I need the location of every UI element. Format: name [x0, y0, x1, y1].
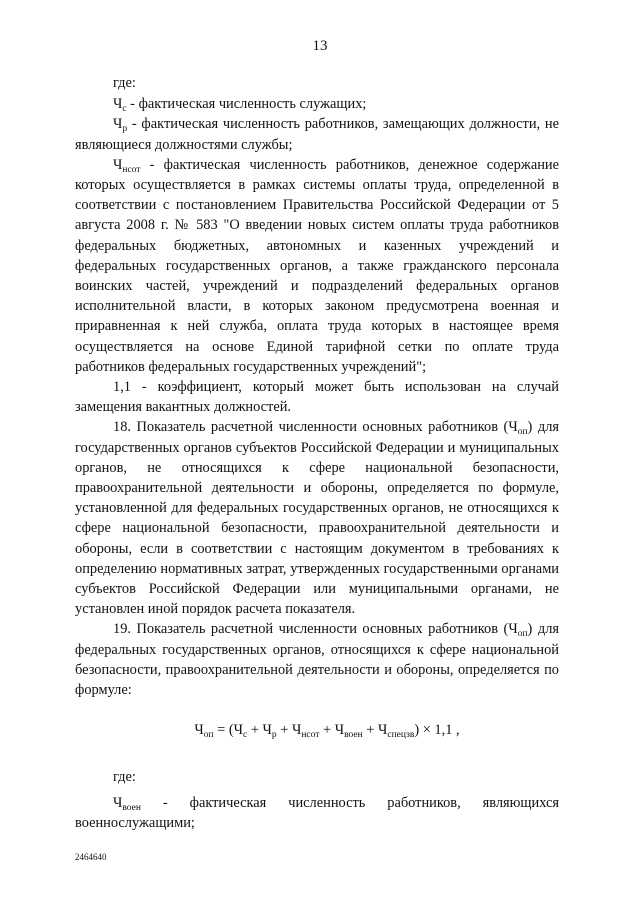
document-code: 2464640 — [75, 852, 107, 862]
where-label: где: — [113, 75, 136, 91]
paragraph-19: 19. Показатель расчетной численности основных работников $(Ч_{оп})$ для федеральных государственных органов, относящихся к сфере национальной безопасности, правоохранительной деятельности и обороны, определяется по формуле: — [75, 621, 559, 699]
definition-chvoen: $Ч_{воен}$ - фактическая численность работников, являющихся — [113, 794, 559, 813]
formula: $Ч_{оп} = (Ч_с + Ч_р + Ч_{нсот} + Ч_{воен} + Ч_{спецзв}) \times 1,1$ , — [194, 722, 460, 741]
paragraph-18: 18. Показатель расчетной численности основных работников $(Ч_{оп})$ для государственных органов субъектов Российской Федерации и муниципальных органов, не относящихся к сфере национальной безопасности, правоохранительной деятельности и обороны, определяется по формуле, установленной для федеральных государственных органов, не относящихся к сфере национальной безопасности, правоохранительной деятельности и обороны, если в соответствии с настоящим документом в требованиях к определению нормативных затрат, утвержденных государственными органами субъектов Российской Федерации или муниципальными органами, не установлен иной порядок расчета показателя. — [75, 419, 559, 618]
definition-chnsot: $Ч_{нсот}$ - фактическая численность работников, денежное содержание которых осуществляется в рамках системы оплаты труда, определенной в соответствии с постановлением Правительства Российской Федерации от 5 августа 2008 г. № 583 "О введении новых систем оплаты труда работников федеральных бюджетных, автономных и казенных учреждений и федеральных государственных органов, а также гражданского персонала воинских частей, учреждений и подразделений федеральных органов исполнительной власти, в которых законом предусмотрена военная и приравненная к ней служба, оплата труда которых в настоящее время осуществляется на основе Единой тарифной сетки по оплате труда работников федеральных государственных учреждений"; — [75, 156, 559, 375]
definition-chvoen-line2: военнослужащими; — [75, 814, 195, 831]
definition-chr: $Ч_р$ - фактическая численность работников, замещающих должности, не являющиеся должностями службы; — [75, 116, 559, 153]
where-label-2: где: — [113, 768, 136, 785]
definition-chs: $Ч_с$ - фактическая численность служащих; — [113, 96, 367, 115]
coefficient-note: 1,1 - коэффициент, который может быть использован на случай замещения вакантных должностей. — [75, 379, 559, 416]
document-body — [75, 73, 559, 833]
page-number: 13 — [312, 38, 328, 54]
